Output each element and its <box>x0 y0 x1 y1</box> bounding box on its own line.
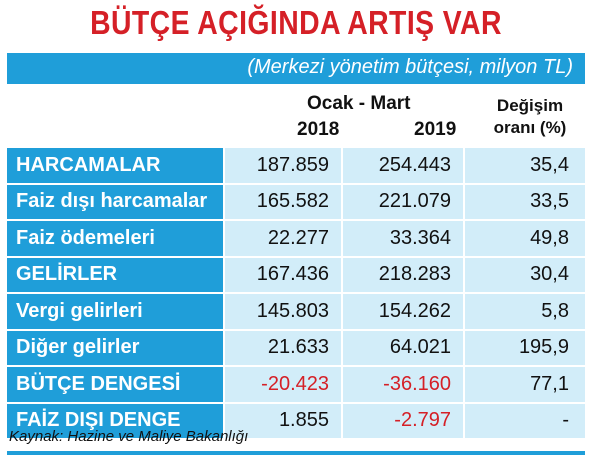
value-2019: 33.364 <box>343 221 465 256</box>
value-2018: -20.423 <box>225 367 343 402</box>
change-rate-header-line1: Değişim <box>496 96 564 115</box>
page-title: BÜTÇE AÇIĞINDA ARTIŞ VAR <box>90 4 502 41</box>
value-2019: -2.797 <box>343 404 465 439</box>
change-value: 33,5 <box>465 185 585 220</box>
value-2019: 254.443 <box>343 148 465 183</box>
change-value: - <box>465 404 585 439</box>
row-label: Diğer gelirler <box>7 331 225 366</box>
table-row <box>7 331 585 368</box>
table-row <box>7 367 585 404</box>
row-label: HARCAMALAR <box>7 148 225 183</box>
table-row <box>7 148 585 185</box>
value-2019: -36.160 <box>343 367 465 402</box>
subtitle-bar <box>7 53 585 84</box>
row-label: FAİZ DIŞI DENGE <box>7 404 225 439</box>
value-2018: 145.803 <box>225 294 343 329</box>
table-row <box>7 258 585 295</box>
value-2019: 64.021 <box>343 331 465 366</box>
value-2019: 154.262 <box>343 294 465 329</box>
year-2019-header: 2019 <box>414 119 457 140</box>
change-rate-header-line2: oranı (%) <box>493 118 567 137</box>
change-rate-header <box>490 95 570 139</box>
period-header: Ocak - Mart <box>307 93 411 114</box>
year-2018-header: 2018 <box>297 119 340 140</box>
source-note: Kaynak: Hazine ve Maliye Bakanlığı <box>9 428 249 445</box>
value-2019: 218.283 <box>343 258 465 293</box>
budget-table <box>7 148 585 438</box>
value-2018: 1.855 <box>225 404 343 439</box>
subtitle: (Merkezi yönetim bütçesi, milyon TL) <box>247 56 573 78</box>
table-row <box>7 221 585 258</box>
table-row <box>7 294 585 331</box>
change-value: 77,1 <box>465 367 585 402</box>
change-value: 35,4 <box>465 148 585 183</box>
value-2018: 22.277 <box>225 221 343 256</box>
bottom-rule <box>7 451 585 455</box>
row-label: Vergi gelirleri <box>7 294 225 329</box>
table-row <box>7 185 585 222</box>
change-value: 195,9 <box>465 331 585 366</box>
change-value: 5,8 <box>465 294 585 329</box>
value-2018: 167.436 <box>225 258 343 293</box>
row-label: Faiz dışı harcamalar <box>7 185 225 220</box>
row-label: BÜTÇE DENGESİ <box>7 367 225 402</box>
row-label: Faiz ödemeleri <box>7 221 225 256</box>
change-value: 49,8 <box>465 221 585 256</box>
row-label: GELİRLER <box>7 258 225 293</box>
change-value: 30,4 <box>465 258 585 293</box>
value-2018: 187.859 <box>225 148 343 183</box>
value-2018: 21.633 <box>225 331 343 366</box>
value-2019: 221.079 <box>343 185 465 220</box>
value-2018: 165.582 <box>225 185 343 220</box>
